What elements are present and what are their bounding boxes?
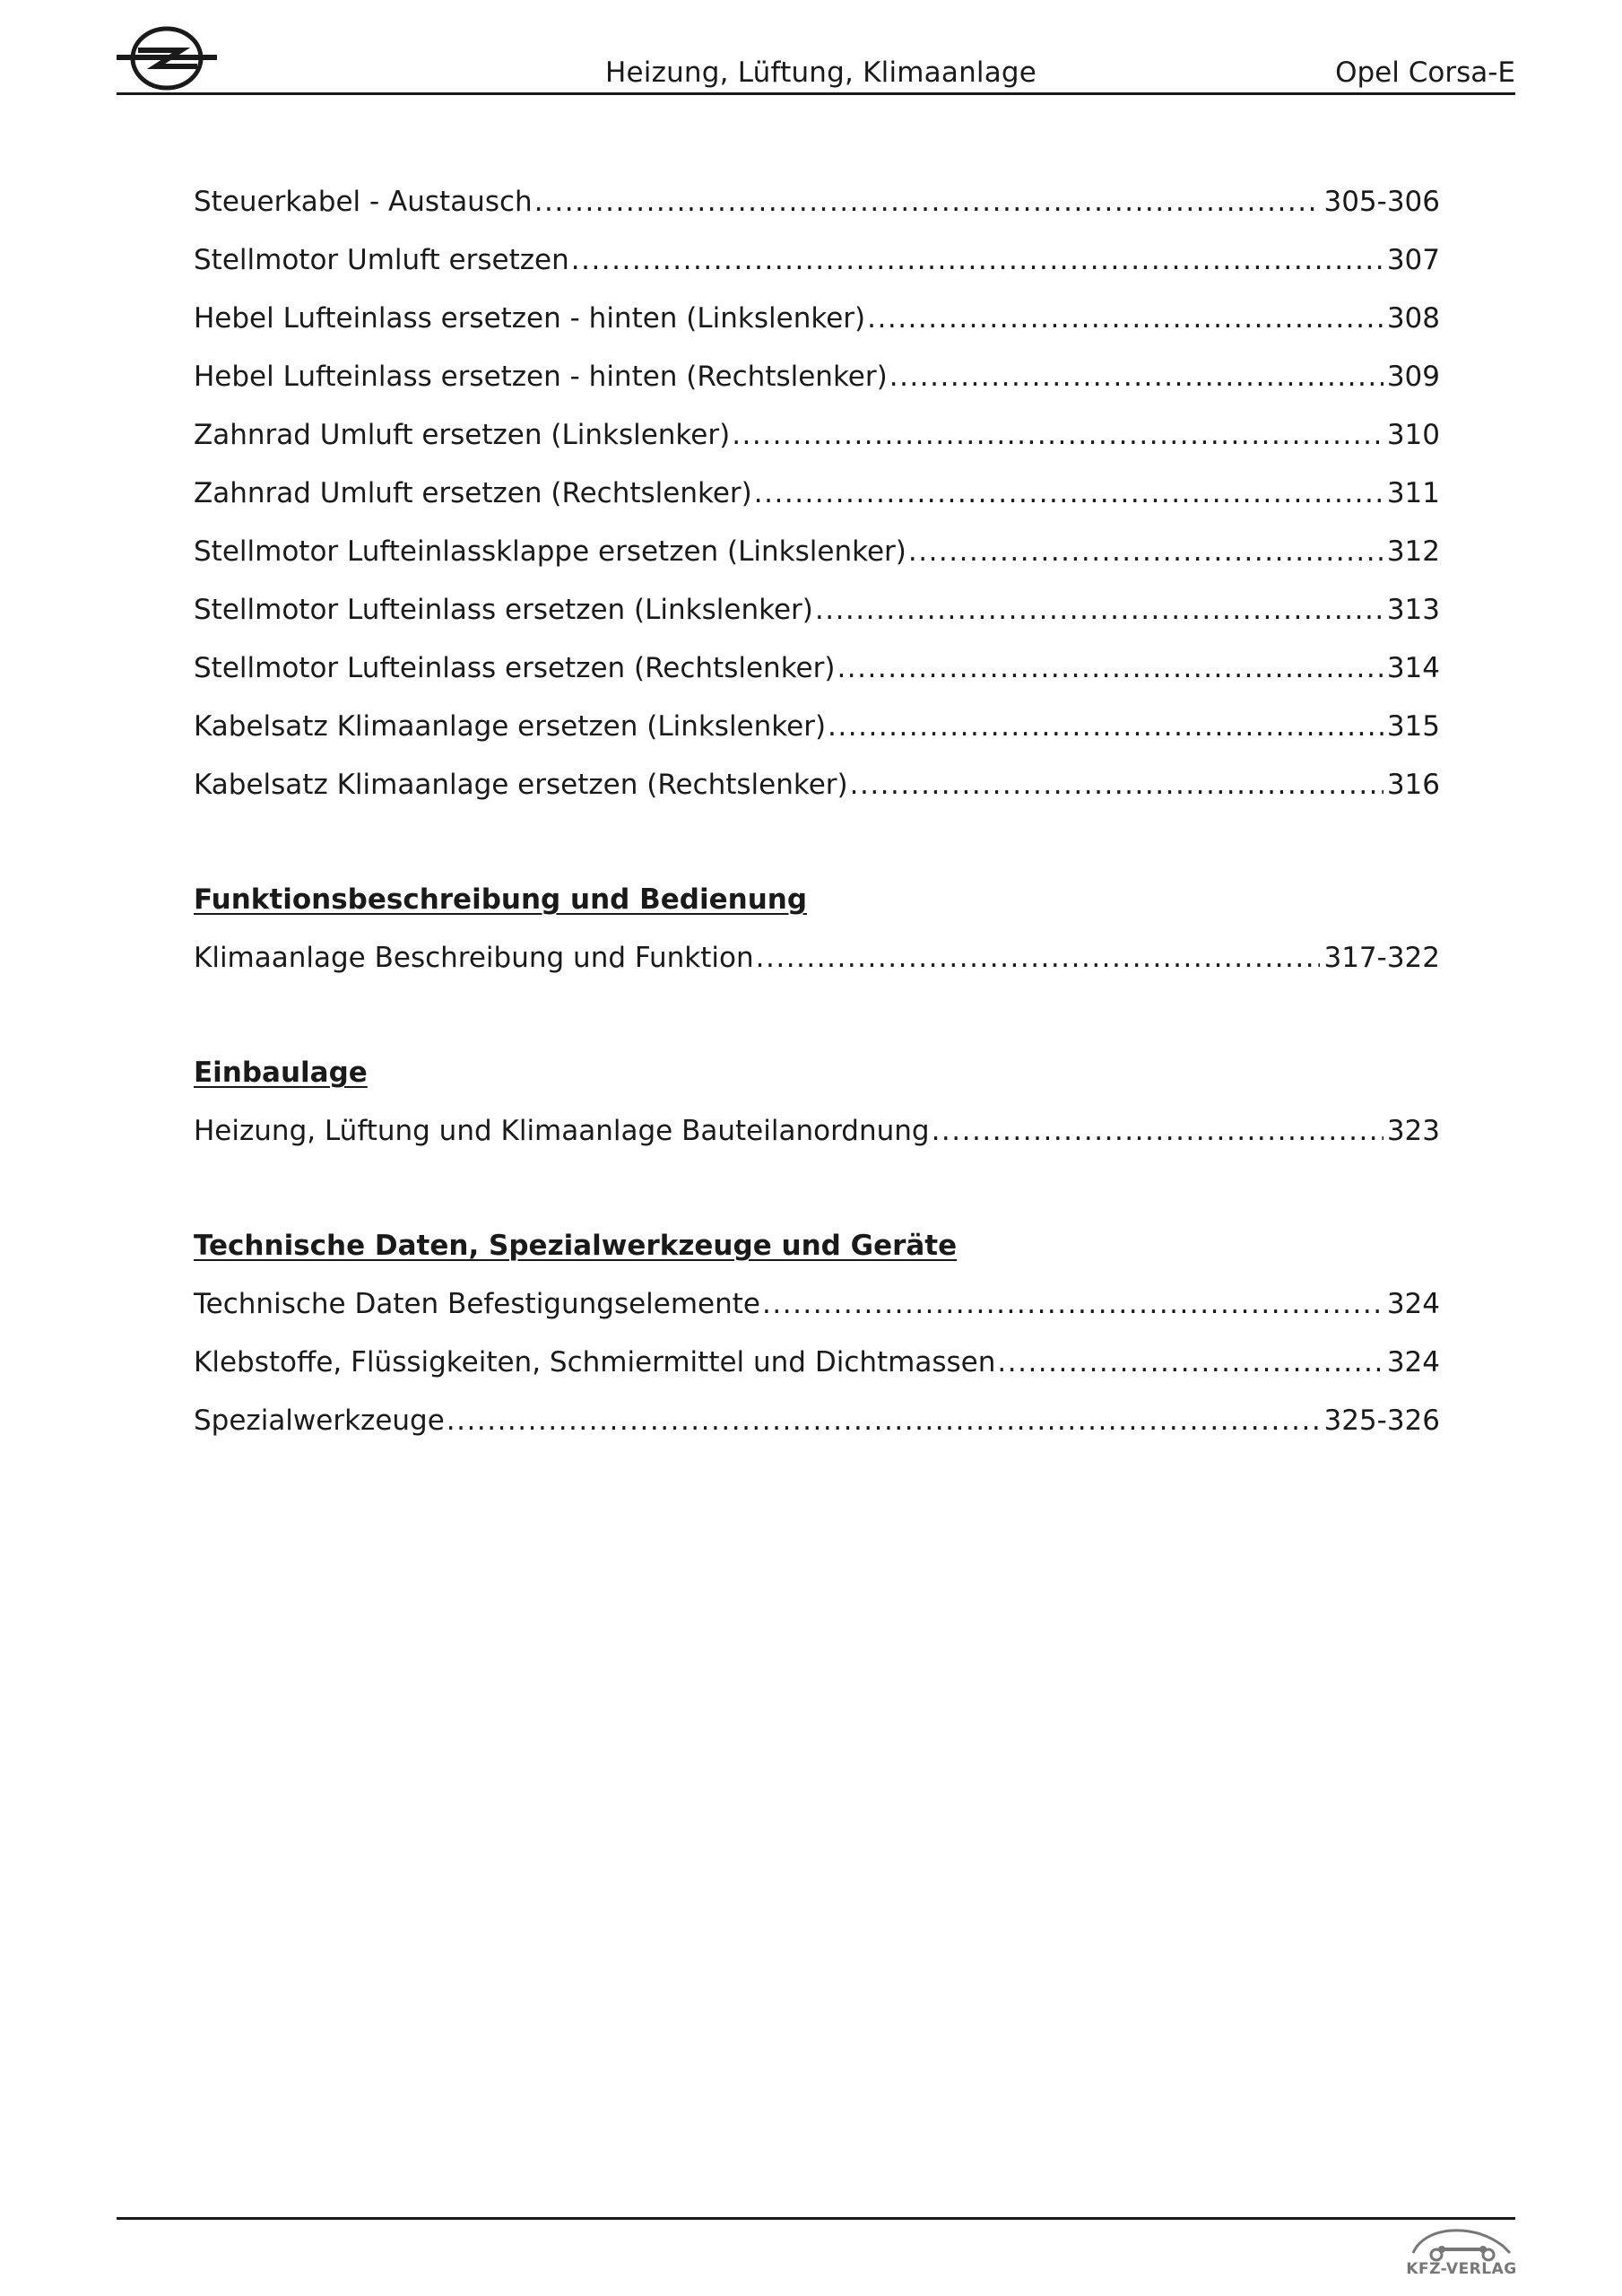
- toc-section-einbaulage: [194, 1059, 1440, 1176]
- toc-entry-label: Stellmotor Umluft ersetzen: [194, 244, 569, 276]
- toc-entry-label: Technische Daten Befestigungselemente: [194, 1288, 761, 1320]
- header-title: Heizung, Lüftung, Klimaanlage: [605, 57, 1037, 89]
- toc-entry: [194, 477, 1440, 538]
- toc-entry: [194, 302, 1440, 363]
- toc-entry-page: 324: [1386, 1288, 1440, 1320]
- toc-leader-dots: [932, 1118, 1383, 1145]
- toc-entry-label: Spezialwerkzeuge: [194, 1405, 445, 1437]
- toc-entry-label: Hebel Lufteinlass ersetzen - hinten (Rechtslenker): [194, 361, 888, 393]
- toc-entry-label: Hebel Lufteinlass ersetzen - hinten (Linkslenker): [194, 302, 866, 335]
- toc-leader-dots: [534, 188, 1321, 216]
- toc-entry: [194, 363, 1440, 422]
- toc-entry: [194, 710, 1440, 771]
- toc-entry-label: Klimaanlage Beschreibung und Funktion: [194, 942, 754, 974]
- toc-entry-page: 310: [1386, 419, 1440, 451]
- toc-leader-dots: [754, 480, 1383, 508]
- toc-entry: [194, 419, 1440, 480]
- table-of-contents: [194, 188, 1440, 1465]
- toc-leader-dots: [867, 305, 1383, 333]
- toc-leader-dots: [850, 771, 1383, 799]
- toc-entry-page: 314: [1386, 652, 1440, 684]
- header-model: Opel Corsa-E: [1335, 57, 1515, 89]
- footer-rule: [117, 2217, 1515, 2220]
- toc-entry-label: Kabelsatz Klimaanlage ersetzen (Linkslenker): [194, 710, 827, 743]
- toc-entry-page: 305-306: [1323, 186, 1440, 218]
- toc-entry: [194, 244, 1440, 305]
- toc-entry: [194, 1115, 1440, 1176]
- toc-section-funktionsbeschreibung: [194, 883, 1440, 1003]
- toc-entry-page: 323: [1386, 1115, 1440, 1147]
- toc-entry: [194, 944, 1440, 1003]
- toc-leader-dots: [571, 247, 1383, 274]
- toc-entry-page: 313: [1386, 594, 1440, 626]
- toc-entry: [194, 596, 1440, 655]
- toc-entry-label: Stellmotor Lufteinlass ersetzen (Rechtslenker): [194, 652, 836, 684]
- toc-entry-page: 308: [1386, 302, 1440, 335]
- toc-entry-page: 309: [1386, 361, 1440, 393]
- car-wrench-logo-icon: [1406, 2222, 1517, 2287]
- toc-leader-dots: [762, 1291, 1383, 1318]
- toc-leader-dots: [828, 713, 1383, 741]
- toc-leader-dots: [756, 944, 1321, 972]
- toc-entry-page: 315: [1386, 710, 1440, 743]
- toc-entry: [194, 771, 1440, 830]
- toc-leader-dots: [837, 655, 1383, 683]
- header-rule: [117, 92, 1515, 95]
- toc-entry: [194, 1407, 1440, 1465]
- section-heading: Technische Daten, Spezialwerkzeuge und Geräte: [194, 1230, 958, 1262]
- toc-entry-page: 324: [1386, 1346, 1440, 1378]
- toc-section-technische-daten: [194, 1232, 1440, 1465]
- toc-entry-page: 316: [1386, 769, 1440, 801]
- toc-leader-dots: [889, 363, 1383, 391]
- toc-entry-page: 307: [1386, 244, 1440, 276]
- toc-leader-dots: [908, 538, 1383, 566]
- toc-leader-dots: [815, 596, 1383, 624]
- toc-entry-page: 325-326: [1323, 1405, 1440, 1437]
- toc-entry-label: Klebstoffe, Flüssigkeiten, Schmiermittel und Dichtmassen: [194, 1346, 996, 1378]
- toc-leader-dots: [997, 1349, 1383, 1377]
- page-header: [117, 25, 1515, 97]
- opel-blitz-icon: [117, 25, 217, 91]
- toc-entry-label: Kabelsatz Klimaanlage ersetzen (Rechtslenker): [194, 769, 848, 801]
- toc-entry-label: Zahnrad Umluft ersetzen (Linkslenker): [194, 419, 731, 451]
- toc-entry-label: Heizung, Lüftung und Klimaanlage Bauteilanordnung: [194, 1115, 930, 1147]
- section-heading: Funktionsbeschreibung und Bedienung: [194, 883, 808, 916]
- toc-entry-page: 312: [1386, 535, 1440, 568]
- toc-entry-page: 317-322: [1323, 942, 1440, 974]
- toc-entry-page: 311: [1386, 477, 1440, 509]
- publisher-name: KFZ-VERLAG: [1406, 2260, 1517, 2278]
- toc-entry: [194, 652, 1440, 713]
- toc-entry: [194, 1288, 1440, 1349]
- toc-leader-dots: [732, 422, 1383, 449]
- toc-entry: [194, 188, 1440, 247]
- toc-entry: [194, 1346, 1440, 1407]
- section-heading: Einbaulage: [194, 1057, 368, 1089]
- toc-entry-label: Stellmotor Lufteinlassklappe ersetzen (Linkslenker): [194, 535, 906, 568]
- toc-entry-label: Stellmotor Lufteinlass ersetzen (Linkslenker): [194, 594, 813, 626]
- toc-entry-label: Steuerkabel - Austausch: [194, 186, 533, 218]
- toc-leader-dots: [447, 1407, 1321, 1435]
- toc-entry-label: Zahnrad Umluft ersetzen (Rechtslenker): [194, 477, 752, 509]
- toc-entry: [194, 535, 1440, 596]
